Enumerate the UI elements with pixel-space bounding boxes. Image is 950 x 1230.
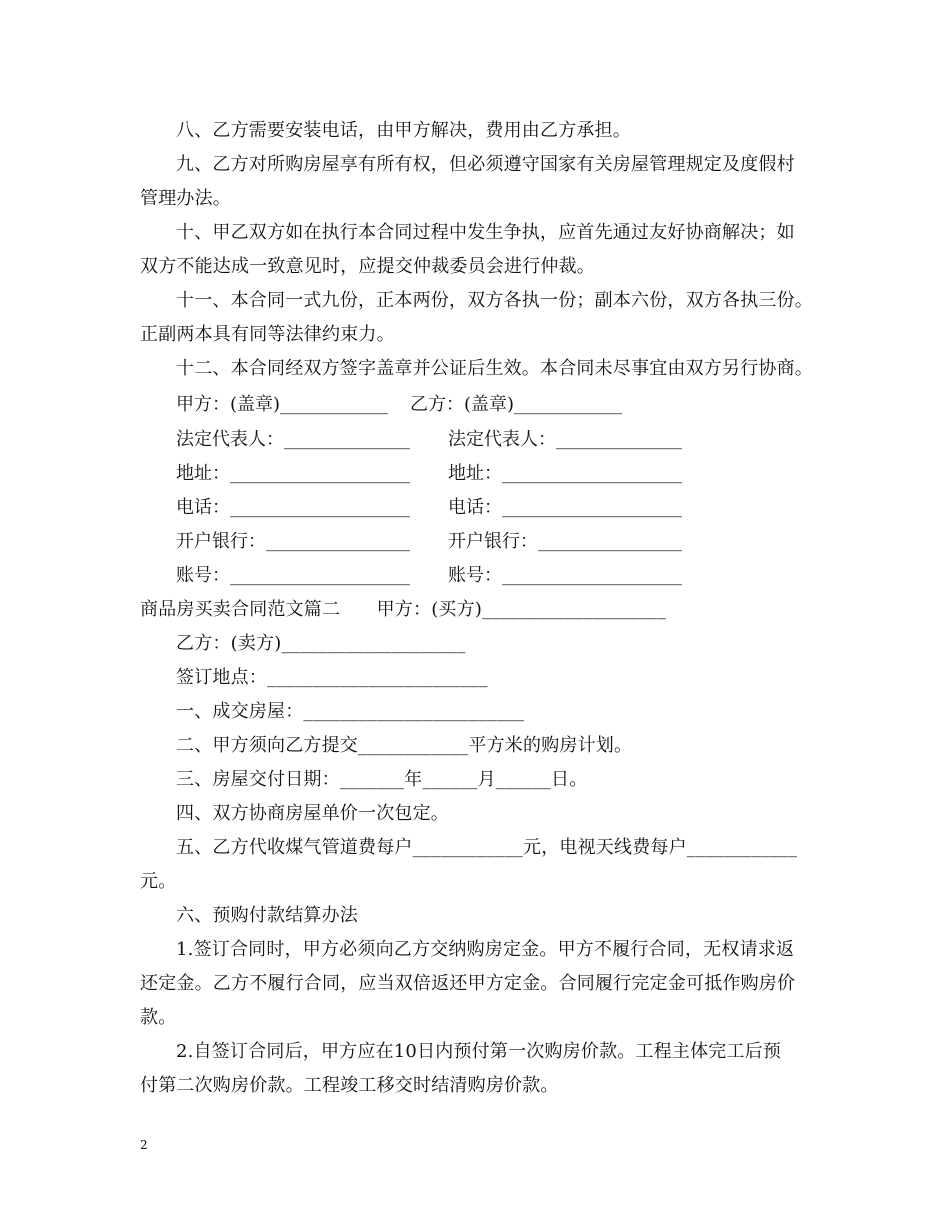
fees-clause-line-one: 五、乙方代收煤气管道费每户____________元，电视天线费每户____________ [176,837,798,858]
party-b-account-field: 账号：____________________ [448,565,682,586]
transaction-house-field: 一、成交房屋：________________________ [176,701,525,722]
party-a-address-field: 地址：____________________ [176,463,410,484]
party-a-bank-field: 开户银行：________________ [176,531,410,552]
payment-schedule-line-two: 付第二次购房价款。工程竣工移交时结清购房价款。 [140,1075,559,1096]
seller-field: 乙方：(卖方)____________________ [176,633,466,654]
purchase-plan-clause: 二、甲方须向乙方提交____________平方米的购房计划。 [176,735,633,756]
party-b-address-field: 地址：____________________ [448,463,682,484]
clause-eleven-line-two: 正副两本具有同等法律约束力。 [140,324,395,345]
second-contract-intro: 商品房买卖合同范文篇二 甲方：(买方)____________________ [140,599,667,620]
payment-schedule-line-one: 2.自签订合同后，甲方应在10日内预付第一次购房价款。工程主体完工后预 [176,1041,782,1062]
signing-place-field: 签订地点：________________________ [176,667,488,688]
party-b-phone-field: 电话：____________________ [448,497,682,518]
unit-price-clause: 四、双方协商房屋单价一次包定。 [176,803,449,824]
clause-nine-line-one: 九、乙方对所购房屋享有所有权，但必须遵守国家有关房屋管理规定及度假村 [176,154,795,175]
deposit-clause-line-three: 款。 [140,1007,177,1028]
party-b-bank-field: 开户银行：________________ [448,531,682,552]
clause-eight: 八、乙方需要安装电话，由甲方解决，费用由乙方承担。 [176,120,631,141]
page-number: 2 [140,1138,148,1152]
clause-ten-line-two: 双方不能达成一致意见时，应提交仲裁委员会进行仲裁。 [140,256,595,277]
fees-clause-line-two: 元。 [140,871,177,892]
deposit-clause-line-two: 还定金。乙方不履行合同，应当双倍返还甲方定金。合同履行完定金可抵作购房价 [140,973,796,994]
party-a-account-field: 账号：____________________ [176,565,410,586]
clause-eleven-line-one: 十一、本合同一式九份，正本两份，双方各执一份；副本六份，双方各执三份。 [176,290,813,311]
delivery-date-clause: 三、房屋交付日期：_______年______月______日。 [176,769,588,790]
party-b-representative-field: 法定代表人：______________ [448,429,682,450]
payment-settlement-heading: 六、预购付款结算办法 [176,905,358,926]
party-a-phone-field: 电话：____________________ [176,497,410,518]
party-a-representative-field: 法定代表人：______________ [176,429,410,450]
clause-twelve: 十二、本合同经双方签字盖章并公证后生效。本合同未尽事宜由双方另行协商。 [176,358,813,379]
clause-ten-line-one: 十、甲乙双方如在执行本合同过程中发生争执，应首先通过友好协商解决；如 [176,222,795,243]
party-b-seal-field: 乙方：(盖章)____________ [410,394,623,415]
clause-nine-line-two: 管理办法。 [140,188,231,209]
party-a-seal-field: 甲方：(盖章)____________ [176,394,389,415]
deposit-clause-line-one: 1.签订合同时，甲方必须向乙方交纳购房定金。甲方不履行合同，无权请求返 [176,939,795,960]
